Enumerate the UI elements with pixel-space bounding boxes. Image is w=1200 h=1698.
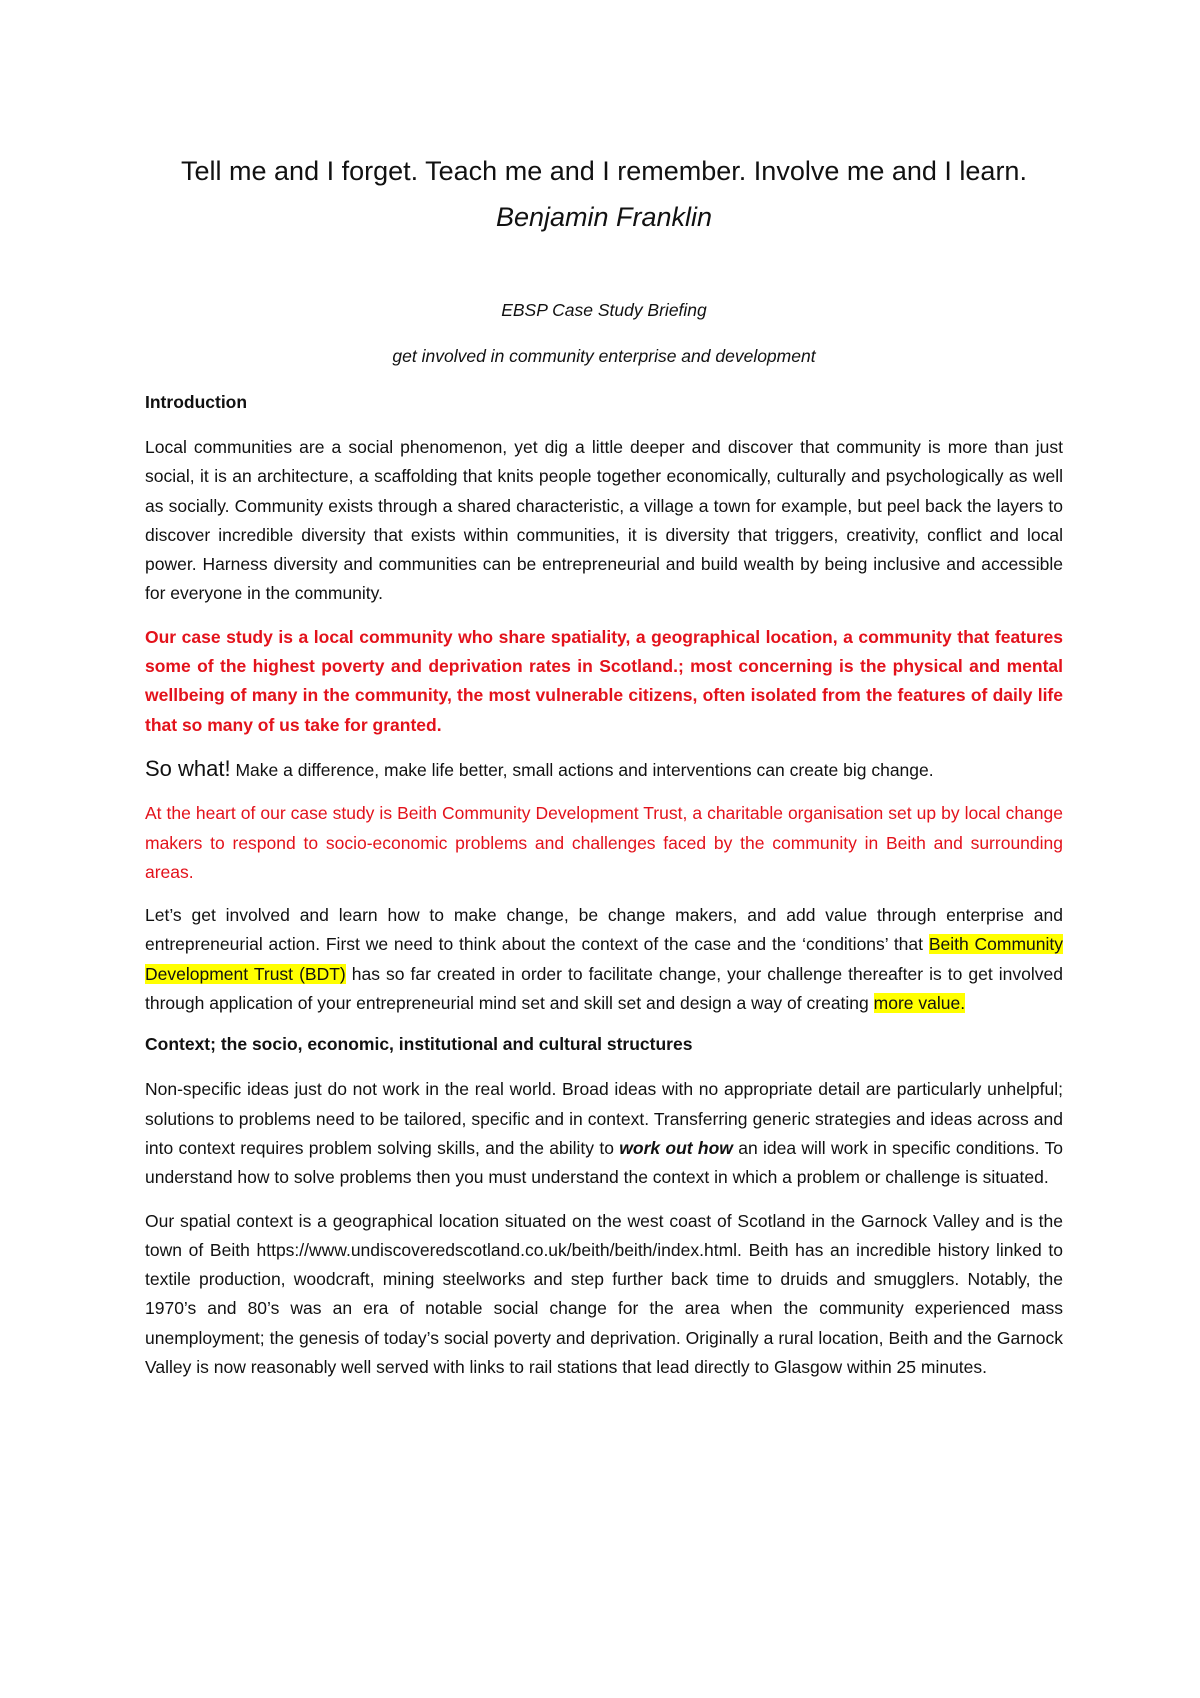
briefing-title: EBSP Case Study Briefing [501, 300, 707, 320]
opening-quote [145, 148, 1063, 240]
introduction-paragraph: Local communities are a social phenomenon, yet dig a little deeper and discover that community is more than just social, it is an architecture, a scaffolding that knits people together economically, culturally and psychologically as well as socially. Community exists through a shared characteristic, a village a town for example, but peel back the layers to discover incredible diversity that exists within communities, it is diversity that triggers, creativity, conflict and local power. Harness diversity and communities can be entrepreneurial and build wealth by being inclusive and accessible for everyone in the community. [145, 437, 1063, 604]
context-text-2: an idea will work in specific conditions. To understand how to solve problems then you must understand the context in which a problem or challenge is situated. [145, 1137, 1063, 1188]
so-what-paragraph [145, 754, 1063, 785]
involved-paragraph [145, 901, 1063, 1018]
context-text-1: Non-specific ideas just do not work in the real world. Broad ideas with no appropriate detail are particularly unhelpful; solutions to problems need to be tailored, specific and in context. Transferring generic strategies and ideas across and into context requires problem solving skills, and the ability to [145, 1079, 1063, 1158]
involved-text-1: Let’s get involved and learn how to make change, be change makers, and add value through enterprise and entrepreneurial action. First we need to think about the context of the case and the ‘conditions’ that [145, 905, 1063, 955]
context-heading: Context; the socio, economic, institutional and cultural structures [145, 1034, 693, 1055]
briefing-subtitle: get involved in community enterprise and development [392, 346, 816, 366]
work-out-how-emphasis: work out how [619, 1137, 733, 1158]
context-paragraph-1 [145, 1075, 1063, 1192]
bdt-highlight: Beith Community Development Trust (BDT) [145, 934, 1063, 984]
introduction-heading: Introduction [145, 392, 248, 412]
involved-text-2: has so far created in order to facilitate change, your challenge thereafter is to get involved through application of your entrepreneurial mind set and skill set and design a way of creating [145, 963, 1064, 1014]
so-what-lead: So what! [145, 755, 231, 781]
bdt-paragraph: At the heart of our case study is Beith Community Development Trust, a charitable organisation set up by local change makers to respond to socio-economic problems and challenges faced by the community in Beith and surrounding areas. [145, 803, 1063, 882]
more-value-highlight: more value. [873, 993, 966, 1014]
context-paragraph-2: Our spatial context is a geographical location situated on the west coast of Scotland in the Garnock Valley and is the town of Beith https://www.undiscoveredscotland.co.uk/beith/beith/index.html. Beith has an incredible history linked to textile production, woodcraft, mining steelworks and step further back time to druids and smugglers. Notably, the 1970’s and 80’s was an era of notable social change for the area when the community experienced mass unemployment; the genesis of today’s social poverty and deprivation. Originally a rural location, Beith and the Garnock Valley is now reasonably well served with links to rail stations that lead directly to Glasgow within 25 minutes. [145, 1210, 1063, 1378]
quote-text: Tell me and I forget. Teach me and I remember. Involve me and I learn. [181, 156, 1027, 186]
case-study-highlight: Our case study is a local community who share spatiality, a geographical location, a community that features some of the highest poverty and deprivation rates in Scotland.; most concerning is the physical and mental wellbeing of many in the community, the most vulnerable citizens, often isolated from the features of daily life that so many of us take for granted. [145, 626, 1063, 735]
quote-author: Benjamin Franklin [495, 202, 713, 232]
so-what-text: Make a difference, make life better, small actions and interventions can create big change. [235, 759, 934, 780]
